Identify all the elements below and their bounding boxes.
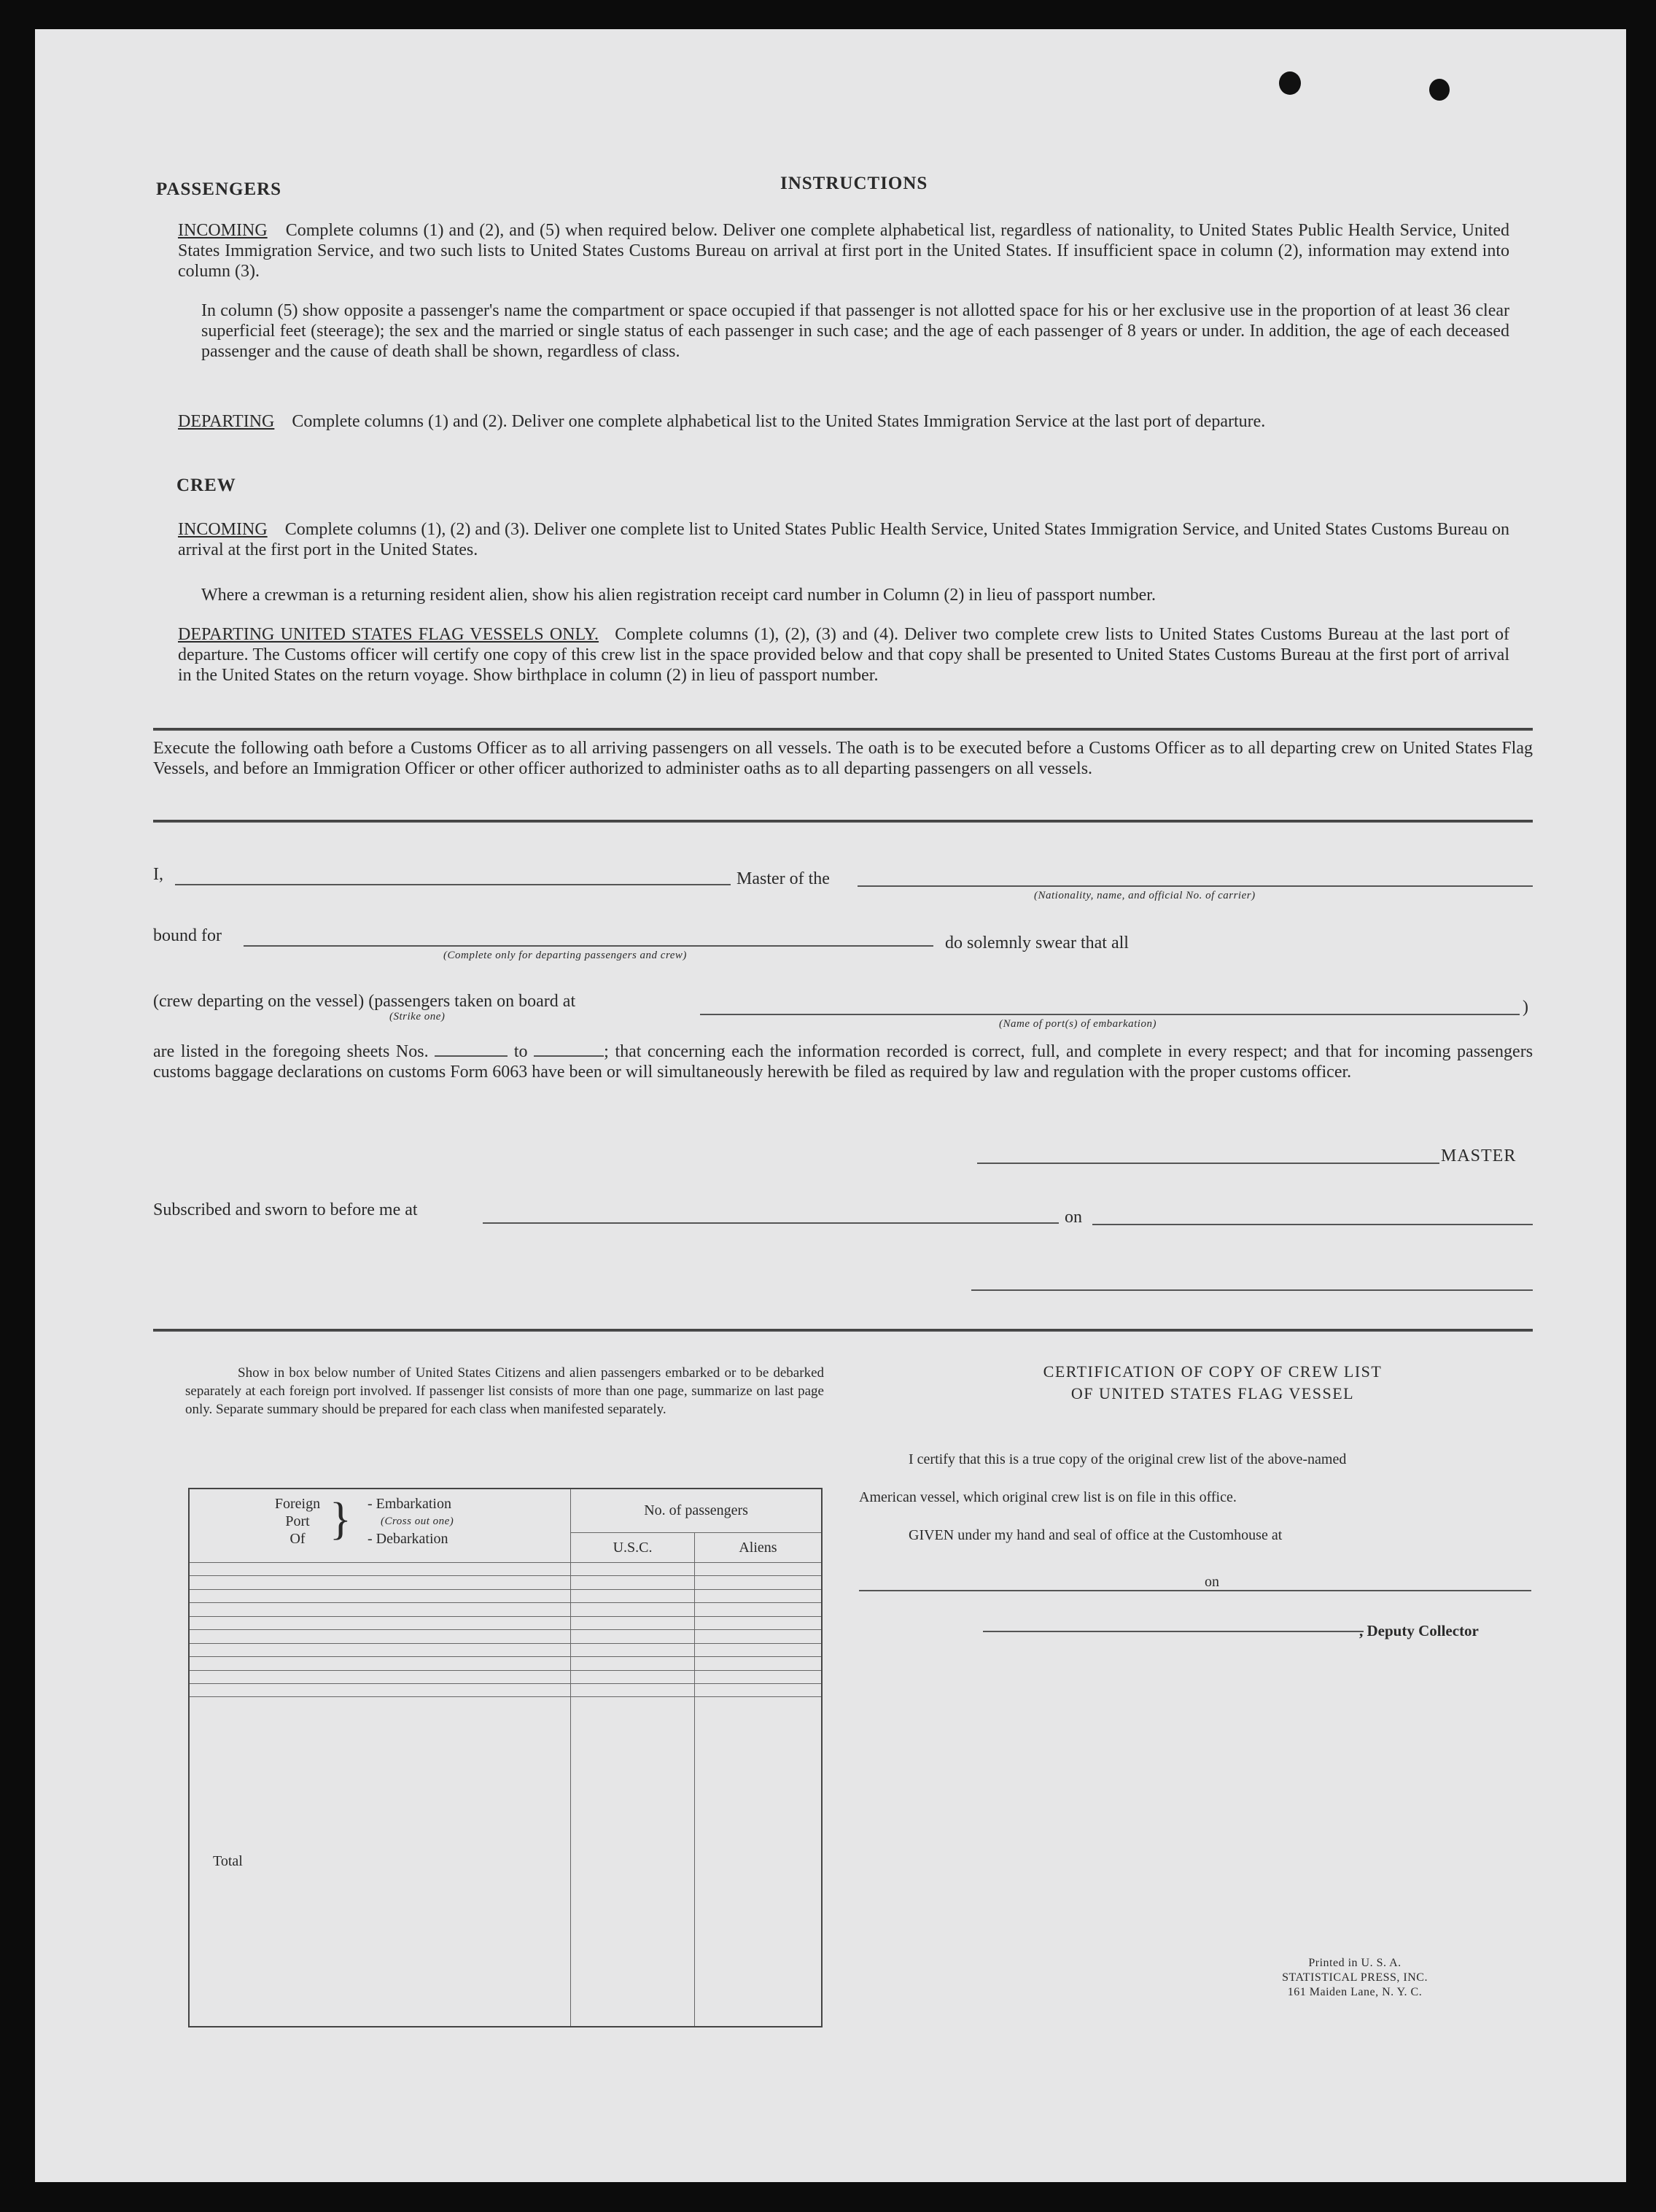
instructions-title: INSTRUCTIONS (780, 174, 928, 193)
deputy-collector-label: , Deputy Collector (1359, 1622, 1479, 1639)
port-cell[interactable] (189, 1603, 571, 1616)
certification-title-line1: CERTIFICATION OF COPY OF CREW LIST (1043, 1362, 1383, 1381)
usc-header: U.S.C. (571, 1533, 695, 1563)
crew-departing-text: Complete columns (1), (2), (3) and (4). Deliver two complete crew lists to United States Customs Bureau at the last port of departure. The Customs officer will certify one copy of this crew list in the space provided below and that copy shall be presented to United States Customs Bureau at the first port of arrival in the United States on the return voyage. Show birthplace in column (2) in lieu of passport number. (178, 625, 1510, 685)
punch-hole-right (1429, 79, 1450, 101)
total-label: Total (189, 1697, 571, 2027)
usc-cell[interactable] (571, 1576, 695, 1589)
master-name-field[interactable] (175, 884, 731, 885)
port-embarkation-field[interactable] (700, 1014, 1520, 1015)
given-under-label: GIVEN under my hand and seal of office at the Customhouse at (909, 1527, 1283, 1543)
table-row (189, 1616, 822, 1629)
printer-imprint (1267, 1956, 1442, 2000)
port-cell[interactable] (189, 1683, 571, 1696)
customhouse-field[interactable] (859, 1590, 1238, 1591)
port-cell[interactable] (189, 1630, 571, 1643)
printer-line-1: Printed in U. S. A. (1308, 1957, 1402, 1969)
usc-cell[interactable] (571, 1643, 695, 1656)
oath-sheets-paragraph (153, 1041, 1533, 1082)
close-paren: ) (1523, 998, 1528, 1017)
crew-incoming-text: Complete columns (1), (2) and (3). Deliver one complete list to United States Public Health Service, United States Immigration Service, and United States Customs Bureau on arrival at the first port in the United States. (178, 520, 1509, 559)
oath-intro: Execute the following oath before a Customs Officer as to all arriving passengers on all vessels. The oath is to be executed before a Customs Officer as to all departing crew on United States Flag Vessels, and before an Immigration Officer or other officer authorized to administer oaths as to all departing passengers on all vessels. (153, 739, 1533, 778)
passengers-incoming-text: Complete columns (1) and (2), and (5) when required below. Deliver one complete alphabetical list, regardless of nationality, to United States Public Health Service, United States Immigration Service, and two such lists to United States Customs Bureau on arrival at first port in the United States. If insufficient space in column (2), information may extend into column (3). (178, 221, 1510, 281)
divider-rule (153, 1329, 1533, 1332)
port-label: Port (285, 1513, 310, 1529)
usc-cell[interactable] (571, 1683, 695, 1696)
column5-paragraph: In column (5) show opposite a passenger's name the compartment or space occupied if that passenger is not allotted space for his or her exclusive use in the proportion of at least 36 clear superficial feet (steerage); the sex and the married or single status of each passenger in such case; and the age of each passenger of 8 years or under. In addition, the age of each deceased passenger and the cause of death shall be shown, regardless of class. (201, 301, 1509, 361)
crew-incoming-label: INCOMING (178, 520, 268, 539)
bound-for-field[interactable] (244, 945, 933, 947)
crewman-paragraph: Where a crewman is a returning resident alien, show his alien registration receipt card number in Column (2) in lieu of passport number. (201, 586, 1156, 605)
table-row (189, 1683, 822, 1696)
aliens-cell[interactable] (694, 1576, 822, 1589)
usc-cell[interactable] (571, 1616, 695, 1629)
table-row (189, 1643, 822, 1656)
deputy-signature-field[interactable] (983, 1631, 1364, 1632)
debarkation-option[interactable]: - Debarkation (368, 1531, 448, 1547)
table-row (189, 1589, 822, 1602)
bound-for-caption: (Complete only for departing passengers and crew) (443, 950, 687, 961)
sheet-from-field[interactable] (435, 1042, 508, 1057)
crew-incoming-paragraph (178, 519, 1509, 560)
aliens-cell[interactable] (694, 1563, 822, 1576)
passengers-incoming-paragraph (178, 220, 1509, 282)
aliens-header: Aliens (694, 1533, 822, 1563)
table-row (189, 1670, 822, 1683)
embark-options (368, 1495, 454, 1548)
table-row (189, 1657, 822, 1670)
passenger-count-table (188, 1488, 823, 2027)
certify-line-2: American vessel, which original crew list is on file in this office. (859, 1489, 1237, 1505)
certification-title (895, 1361, 1530, 1405)
port-cell[interactable] (189, 1589, 571, 1602)
usc-cell[interactable] (571, 1670, 695, 1683)
usc-cell[interactable] (571, 1657, 695, 1670)
aliens-cell[interactable] (694, 1589, 822, 1602)
passengers-incoming-label: INCOMING (178, 221, 268, 240)
port-cell[interactable] (189, 1616, 571, 1629)
usc-cell[interactable] (571, 1589, 695, 1602)
sheets-label: are listed in the foregoing sheets Nos. (153, 1042, 429, 1061)
table-total-row (189, 1697, 822, 2027)
swear-label: do solemnly swear that all (945, 934, 1129, 952)
officer-signature-field[interactable] (971, 1289, 1533, 1291)
usc-cell[interactable] (571, 1603, 695, 1616)
passengers-departing-paragraph (178, 411, 1509, 432)
passengers-departing-text: Complete columns (1) and (2). Deliver one complete alphabetical list to the United States Immigration Service at the last port of departure. (292, 412, 1266, 431)
no-of-passengers-header: No. of passengers (571, 1489, 822, 1533)
port-cell[interactable] (189, 1576, 571, 1589)
bound-for-label: bound for (153, 926, 222, 945)
master-signature-field[interactable] (977, 1163, 1439, 1164)
sheets-to-label: to (513, 1042, 528, 1061)
cert-on-label: on (1205, 1574, 1219, 1590)
passengers-departing-label: DEPARTING (178, 412, 275, 431)
sworn-at-field[interactable] (483, 1222, 1059, 1224)
usc-total-cell[interactable] (571, 1697, 695, 2027)
sheets-statement: ; that concerning each the information recorded is correct, full, and complete in every respect; and that for incoming passengers customs baggage declarations on customs Form 6063 have been or will simultaneously herewith be filed as required by law and regulation with the proper customs officer. (153, 1042, 1533, 1082)
certify-line-1: I certify that this is a true copy of the original crew list of the above-named (909, 1451, 1347, 1467)
strike-one-caption: (Strike one) (389, 1011, 446, 1022)
cert-date-field[interactable] (1227, 1590, 1531, 1591)
aliens-cell[interactable] (694, 1670, 822, 1683)
crew-heading: CREW (176, 476, 236, 495)
usc-cell[interactable] (571, 1630, 695, 1643)
table-row (189, 1576, 822, 1589)
cross-out-caption: (Cross out one) (381, 1516, 454, 1527)
printer-line-2: STATISTICAL PRESS, INC. (1282, 1971, 1428, 1984)
carrier-caption: (Nationality, name, and official No. of carrier) (1034, 890, 1256, 901)
table-row (189, 1563, 822, 1576)
crew-departing-label: DEPARTING UNITED STATES FLAG VESSELS ONLY. (178, 625, 599, 644)
aliens-cell[interactable] (694, 1643, 822, 1656)
port-cell[interactable] (189, 1643, 571, 1656)
aliens-cell[interactable] (694, 1657, 822, 1670)
sworn-on-label: on (1065, 1208, 1082, 1227)
port-cell[interactable] (189, 1657, 571, 1670)
usc-cell[interactable] (571, 1563, 695, 1576)
table-header-port (189, 1489, 571, 1563)
sworn-date-field[interactable] (1092, 1224, 1533, 1225)
table-row (189, 1603, 822, 1616)
master-signature-label: MASTER (1441, 1146, 1517, 1165)
port-caption: (Name of port(s) of embarkation) (999, 1018, 1157, 1030)
printer-line-3: 161 Maiden Lane, N. Y. C. (1287, 1986, 1423, 1998)
of-label: Of (289, 1531, 306, 1547)
aliens-total-cell[interactable] (694, 1697, 822, 2027)
aliens-cell[interactable] (694, 1630, 822, 1643)
subscribed-label: Subscribed and sworn to before me at (153, 1200, 418, 1219)
crew-departing-oath-label: (crew departing on the vessel) (passengers taken on board at (153, 992, 576, 1011)
divider-rule (153, 728, 1533, 731)
aliens-cell[interactable] (694, 1683, 822, 1696)
brace-icon: } (330, 1494, 351, 1544)
divider-rule (153, 820, 1533, 823)
aliens-cell[interactable] (694, 1616, 822, 1629)
sheet-to-field[interactable] (534, 1042, 604, 1057)
crew-departing-paragraph (178, 624, 1509, 686)
form-sheet (35, 29, 1626, 2182)
punch-hole-left (1279, 71, 1301, 95)
box-instructions: Show in box below number of United States Citizens and alien passengers embarked or to be debarked separately at each foreign port involved. If passenger list consists of more than one page, summarize on last page only. Separate summary should be prepared for each class when manifested separately. (185, 1365, 824, 1417)
certification-title-line2: OF UNITED STATES FLAG VESSEL (1070, 1384, 1355, 1402)
port-label-group (268, 1495, 327, 1548)
oath-i-label: I, (153, 865, 163, 884)
carrier-field[interactable] (858, 885, 1533, 887)
table-row (189, 1630, 822, 1643)
aliens-cell[interactable] (694, 1603, 822, 1616)
master-of-the-label: Master of the (736, 869, 830, 888)
port-cell[interactable] (189, 1670, 571, 1683)
embarkation-option[interactable]: - Embarkation (368, 1496, 451, 1512)
foreign-label: Foreign (274, 1496, 321, 1512)
port-cell[interactable] (189, 1563, 571, 1576)
passengers-heading: PASSENGERS (156, 179, 282, 199)
